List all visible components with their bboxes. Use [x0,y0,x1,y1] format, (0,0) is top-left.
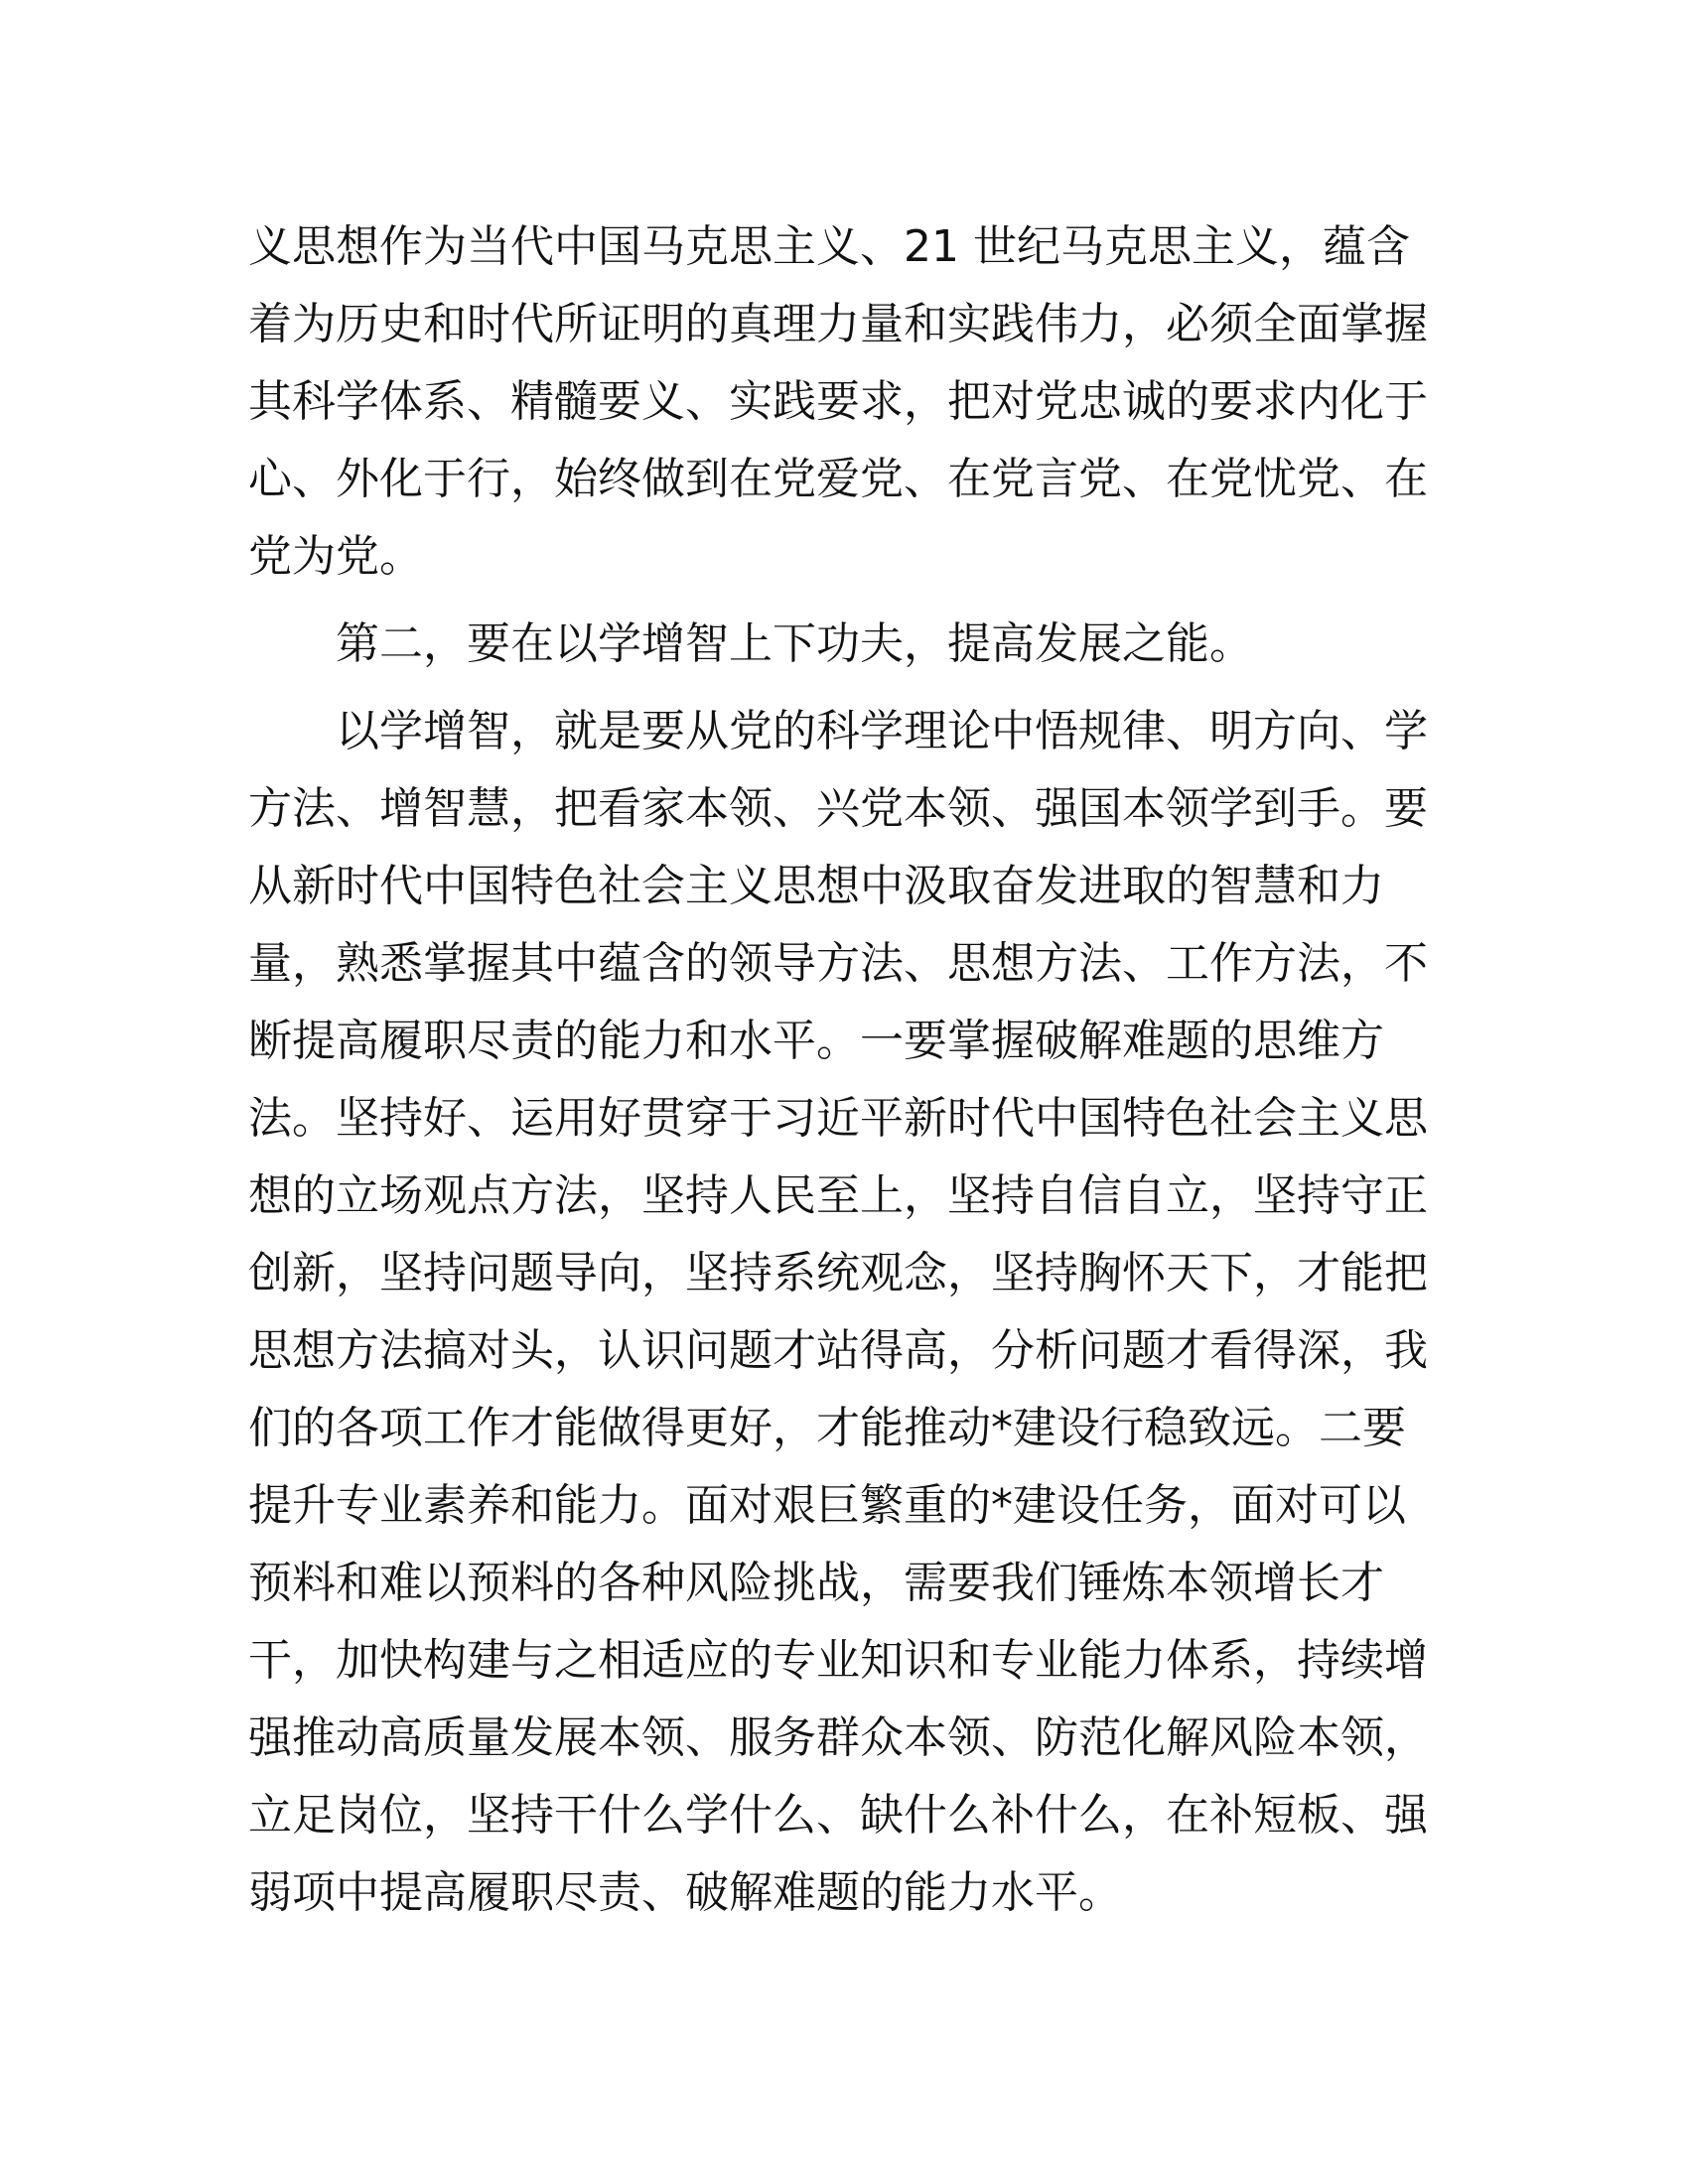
text-line: 断提高履职尽责的能力和水平。一要掌握破解难题的思维方 [248,1016,1384,1066]
text-line: 义思想作为当代中国马克思主义、21 世纪马克思主义，蕴含 [248,221,1410,272]
text-line: 预料和难以预料的各种风险挑战，需要我们锤炼本领增长才 [248,1558,1384,1608]
paragraph-3 [248,693,1440,1932]
text-line: 从新时代中国特色社会主义思想中汲取奋发进取的智慧和力 [248,861,1384,911]
text-line: 提升专业素养和能力。面对艰巨繁重的*建设任务，面对可以 [248,1480,1406,1531]
section-heading [248,606,1440,683]
text-line: 创新，坚持问题导向，坚持系统观念，坚持胸怀天下，才能把 [248,1248,1428,1298]
document-body [248,208,1440,1932]
text-line: 弱项中提高履职尽责、破解难题的能力水平。 [248,1867,1122,1918]
text-line: 方法、增智慧，把看家本领、兴党本领、强国本领学到手。要 [248,783,1428,834]
text-line: 干，加快构建与之相适应的专业知识和专业能力体系，持续增 [248,1635,1428,1686]
text-line: 党为党。 [248,531,423,582]
text-line: 以学增智，就是要从党的科学理论中悟规律、明方向、学 [336,706,1428,756]
paragraph-spacer [248,596,1440,606]
paragraph-1 [248,208,1440,596]
text-line: 心、外化于行，始终做到在党爱党、在党言党、在党忧党、在 [248,454,1428,504]
text-line: 着为历史和时代所证明的真理力量和实践伟力，必须全面掌握 [248,299,1428,349]
text-line: 想的立场观点方法，坚持人民至上，坚持自信自立，坚持守正 [248,1170,1428,1221]
text-line: 其科学体系、精髓要义、实践要求，把对党忠诚的要求内化于 [248,376,1428,427]
text-line: 法。坚持好、运用好贯穿于习近平新时代中国特色社会主义思 [248,1093,1428,1144]
paragraph-spacer [248,683,1440,693]
heading-line: 第二，要在以学增智上下功夫，提高发展之能。 [336,618,1253,669]
text-line: 强推动高质量发展本领、服务群众本领、防范化解风险本领， [248,1712,1428,1763]
text-line: 们的各项工作才能做得更好，才能推动*建设行稳致远。二要 [248,1403,1406,1453]
text-line: 立足岗位，坚持干什么学什么、缺什么补什么，在补短板、强 [248,1790,1428,1841]
text-line: 思想方法搞对头，认识问题才站得高，分析问题才看得深，我 [248,1325,1428,1376]
text-line: 量，熟悉掌握其中蕴含的领导方法、思想方法、工作方法，不 [248,938,1428,989]
